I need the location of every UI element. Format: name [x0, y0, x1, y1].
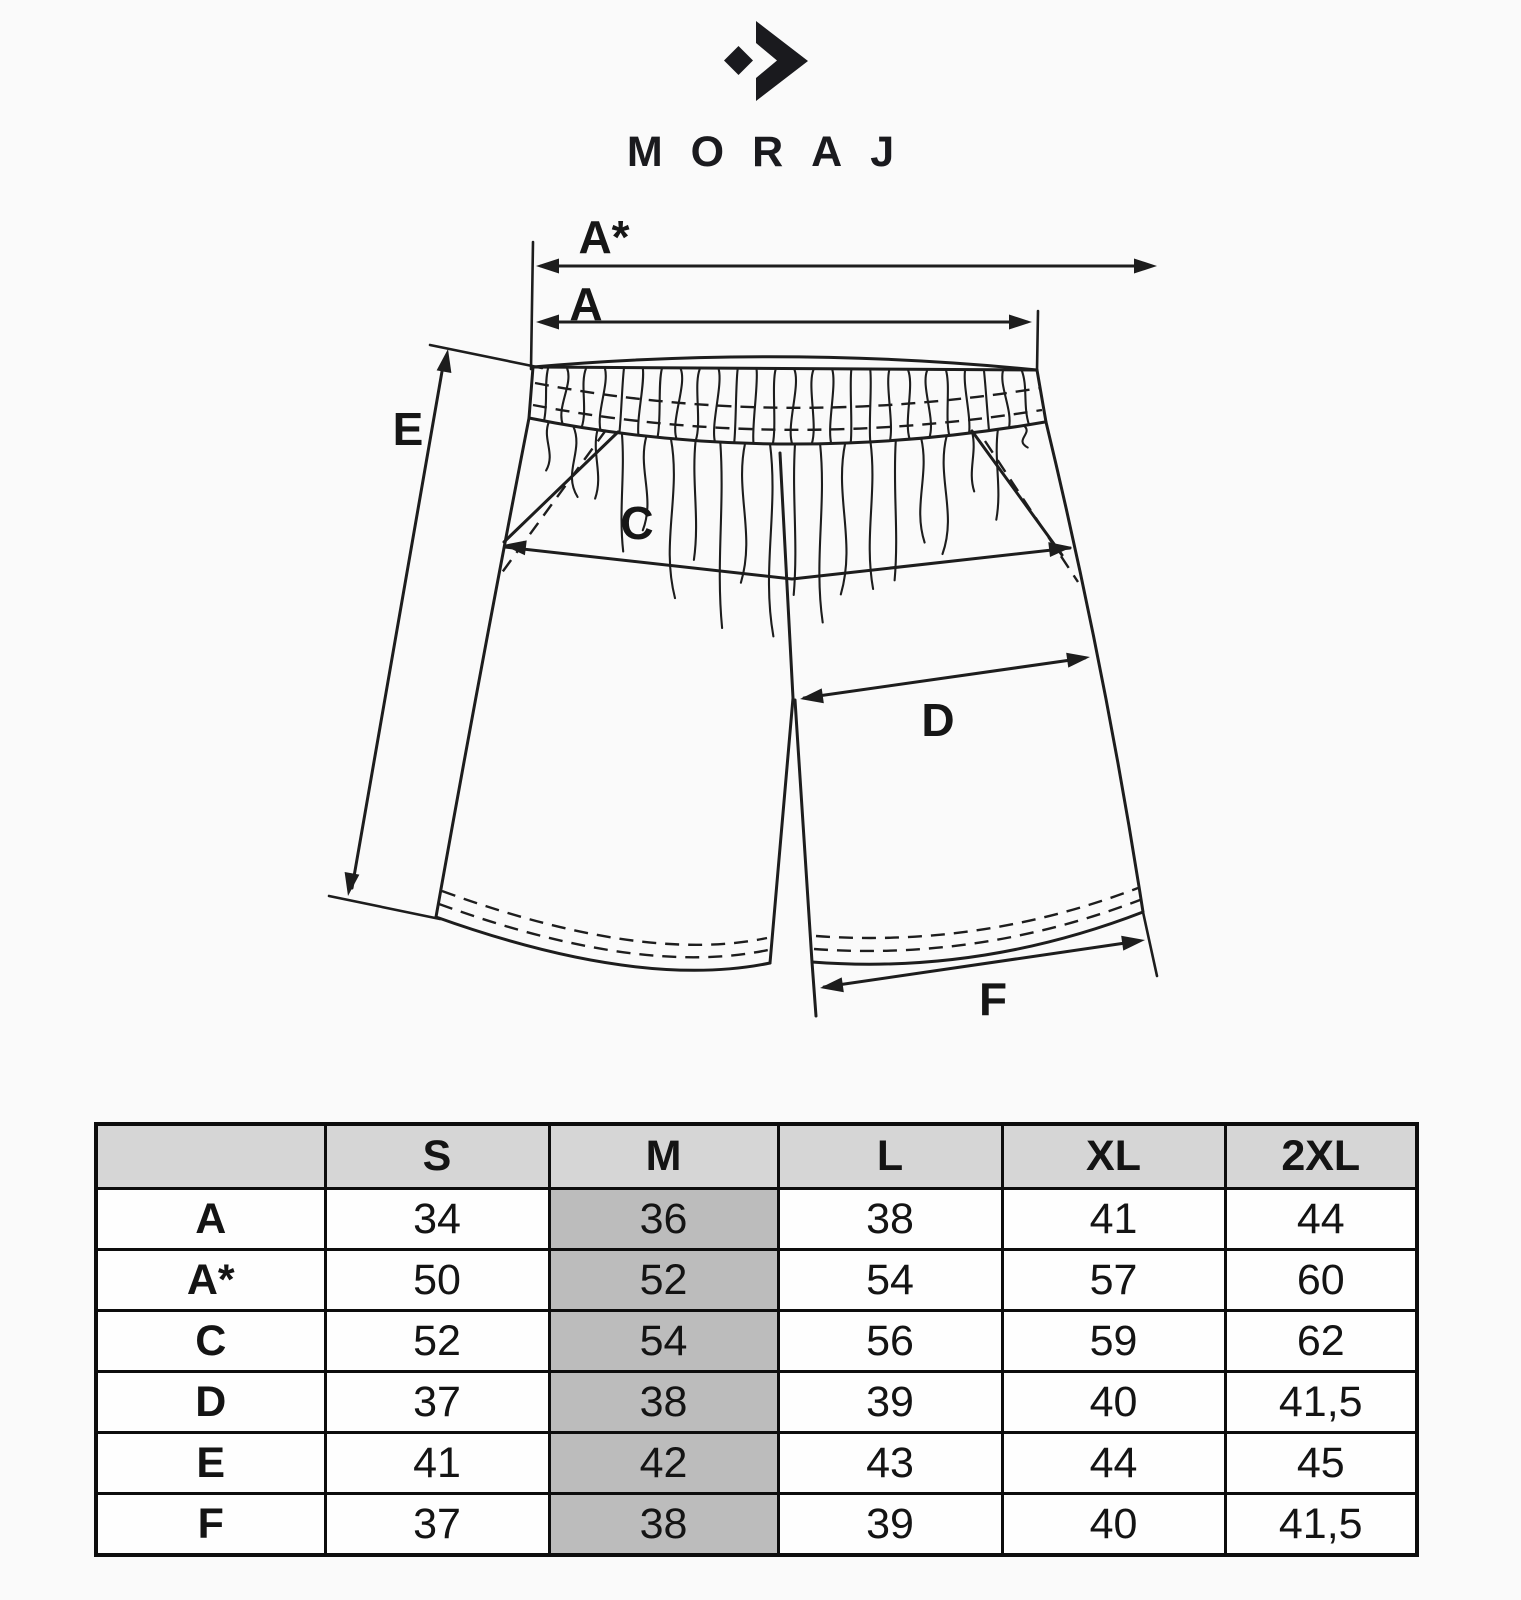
size-value-cell-highlighted: 52	[549, 1250, 778, 1311]
fabric-wrinkle-line	[920, 438, 924, 542]
fabric-wrinkle-line	[926, 371, 931, 438]
dimension-label-cell: A*	[96, 1250, 325, 1311]
size-value-cell: 40	[1002, 1372, 1225, 1433]
size-column-header: L	[778, 1124, 1002, 1189]
size-value-cell: 41,5	[1225, 1494, 1417, 1556]
fabric-wrinkle-line	[895, 440, 897, 580]
size-value-cell: 50	[325, 1250, 549, 1311]
size-value-cell-highlighted: 42	[549, 1433, 778, 1494]
fabric-wrinkle-line	[984, 371, 989, 431]
fabric-wrinkle-line	[773, 370, 776, 444]
size-value-cell: 57	[1002, 1250, 1225, 1311]
fabric-wrinkle-line	[870, 442, 873, 589]
table-row	[96, 1311, 1417, 1372]
dim-label-a: A	[569, 278, 603, 330]
size-column-header: S	[325, 1124, 549, 1189]
fabric-wrinkle-line	[561, 368, 568, 424]
fabric-wrinkle-line	[694, 441, 696, 560]
size-value-cell: 40	[1002, 1494, 1225, 1556]
dimension-label-cell: D	[96, 1372, 325, 1433]
table-row	[96, 1250, 1417, 1311]
size-value-cell: 54	[778, 1250, 1002, 1311]
size-column-header: 2XL	[1225, 1124, 1417, 1189]
table-row	[96, 1433, 1417, 1494]
size-value-cell: 44	[1225, 1189, 1417, 1250]
fabric-wrinkle-line	[888, 370, 891, 440]
fabric-wrinkle-line	[965, 371, 970, 434]
fabric-wrinkle-line	[670, 439, 675, 598]
size-value-cell: 41	[325, 1433, 549, 1494]
size-value-cell: 44	[1002, 1433, 1225, 1494]
size-value-cell: 37	[325, 1372, 549, 1433]
fabric-wrinkle-line	[619, 369, 624, 433]
size-value-cell: 60	[1225, 1250, 1417, 1311]
size-value-cell-highlighted: 36	[549, 1189, 778, 1250]
size-column-header: M	[549, 1124, 778, 1189]
fabric-wrinkle-line	[544, 368, 548, 421]
fabric-wrinkle-line	[734, 370, 737, 443]
size-column-header: XL	[1002, 1124, 1225, 1189]
size-value-cell: 37	[325, 1494, 549, 1556]
dimension-label-cell: A	[96, 1189, 325, 1250]
fabric-wrinkle-line	[769, 444, 773, 637]
dim-label-a-star: A*	[578, 211, 630, 263]
fabric-wrinkle-line	[1022, 371, 1029, 425]
fabric-wrinkle-line	[851, 370, 852, 443]
fabric-wrinkle-line	[741, 443, 746, 583]
fabric-wrinkle-line	[720, 442, 722, 628]
dim-label-e: E	[392, 403, 424, 455]
size-value-cell: 59	[1002, 1311, 1225, 1372]
dimension-label-cell: E	[96, 1433, 325, 1494]
fabric-wrinkle-line	[811, 370, 813, 444]
size-value-cell: 41	[1002, 1189, 1225, 1250]
size-value-cell: 43	[778, 1433, 1002, 1494]
dim-label-c: C	[620, 497, 654, 549]
size-value-cell: 39	[778, 1372, 1002, 1433]
size-value-cell: 62	[1225, 1311, 1417, 1372]
size-value-cell: 41,5	[1225, 1372, 1417, 1433]
fabric-wrinkle-line	[972, 433, 974, 492]
fabric-wrinkle-line	[1002, 371, 1009, 428]
fabric-wrinkle-line	[819, 444, 822, 623]
fabric-wrinkle-line	[572, 426, 578, 497]
fabric-wrinkle-line	[908, 370, 910, 439]
fabric-wrinkle-line	[582, 368, 586, 427]
size-table	[94, 1122, 1419, 1557]
fabric-wrinkle-line	[658, 369, 662, 437]
table-row	[96, 1372, 1417, 1433]
fabric-wrinkle-line	[870, 370, 871, 442]
table-row	[96, 1189, 1417, 1250]
fabric-wrinkle-line	[638, 369, 643, 435]
size-value-cell-highlighted: 38	[549, 1372, 778, 1433]
dimension-label-cell: C	[96, 1311, 325, 1372]
size-value-cell: 39	[778, 1494, 1002, 1556]
table-header-row	[96, 1124, 1417, 1189]
size-value-cell: 52	[325, 1311, 549, 1372]
fabric-wrinkle-line	[946, 371, 949, 436]
size-value-cell: 56	[778, 1311, 1002, 1372]
fabric-wrinkle-line	[600, 369, 606, 431]
fabric-wrinkle-line	[546, 422, 550, 471]
fabric-wrinkle-line	[996, 429, 998, 519]
brand-name: MORAJ	[626, 128, 923, 176]
dim-label-f: F	[978, 973, 1008, 1025]
corner-cell	[96, 1124, 325, 1189]
size-value-cell-highlighted: 54	[549, 1311, 778, 1372]
fabric-wrinkle-line	[794, 444, 796, 595]
table-row	[96, 1494, 1417, 1556]
dimension-label-cell: F	[96, 1494, 325, 1556]
size-value-cell-highlighted: 38	[549, 1494, 778, 1556]
size-value-cell: 45	[1225, 1433, 1417, 1494]
size-value-cell: 34	[325, 1189, 549, 1250]
dim-label-d: D	[921, 694, 955, 746]
fabric-wrinkle-line	[1023, 426, 1028, 448]
size-value-cell: 38	[778, 1189, 1002, 1250]
fabric-wrinkle-line	[943, 436, 948, 554]
fabric-wrinkle-line	[841, 443, 847, 594]
